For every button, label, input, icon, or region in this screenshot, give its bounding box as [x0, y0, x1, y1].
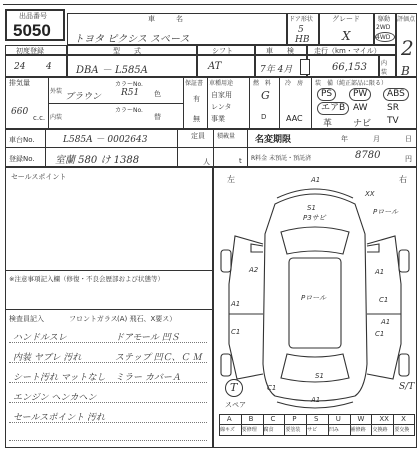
legend-hline: [219, 424, 415, 425]
auction-sheet: [3, 4, 417, 448]
specs-divider-2: [183, 77, 184, 129]
tax-month: 月: [373, 135, 380, 143]
grade-cell: [319, 13, 374, 45]
load-unit: t: [239, 157, 242, 165]
interior-value: B: [401, 64, 410, 78]
ruled-line-6: [9, 440, 207, 441]
legend-divider: [306, 414, 307, 436]
drive-cell: [374, 13, 396, 45]
drive-2wd: 2WD: [376, 24, 391, 31]
spare-mark: T: [230, 381, 238, 394]
sales-point-title: セールスポイント: [11, 173, 67, 181]
front-glass-label: フロントガラス: [69, 315, 118, 323]
legend-meaning: 要修理: [241, 427, 257, 433]
yen-unit: 円: [405, 155, 412, 163]
recycle-value: 8780: [355, 150, 381, 161]
mark-front-xx: XX: [365, 190, 375, 198]
fuel-value: G: [261, 89, 270, 102]
shift-label: シフト: [212, 47, 233, 55]
legend-code: XX: [379, 415, 389, 423]
shift-value-cell: [197, 55, 255, 77]
mark-rear-c1: C1: [267, 384, 277, 392]
interior-label: 内装: [381, 60, 388, 76]
notes-title: ※注意事項記入欄（修復・不良会歴部および状態等）: [9, 275, 164, 283]
lower-left-panel: [5, 167, 213, 448]
legend-meaning: 交換跡: [372, 427, 388, 433]
tax-title: 名変期限: [255, 135, 292, 145]
score-label: 評価点: [397, 16, 416, 23]
ac-value: AAC: [286, 114, 303, 123]
legend-divider: [284, 414, 285, 436]
mark-front-a1: A1: [311, 176, 321, 184]
spare-label: スペア: [225, 401, 246, 409]
door-cell: [287, 13, 319, 45]
legend-meaning: 要交換: [394, 427, 410, 433]
inspection-label: 車 検: [266, 47, 294, 55]
interior-cell: [379, 55, 396, 77]
mark-left-a1: A1: [231, 300, 241, 308]
drive-selected-circle: [375, 32, 395, 42]
reg-divider-3: [213, 129, 214, 167]
legend-code: B: [248, 415, 254, 423]
legend-divider: [328, 414, 329, 436]
model-label: 型 式: [113, 47, 141, 55]
inspector-title: 検査員記入: [9, 315, 44, 323]
inspector-note-right-1: ドアモール 凹Ｓ: [115, 333, 180, 343]
tax-hline: [247, 147, 417, 148]
legend-code: U: [335, 415, 341, 423]
diagram-left-label: 左: [227, 175, 235, 184]
shift-value: AT: [208, 61, 222, 72]
shift-label-cell: [197, 45, 255, 55]
tax-day: 日: [405, 135, 412, 143]
mileage-label: 走行（km・マイル）: [314, 47, 381, 55]
legend-code: P: [292, 415, 297, 423]
mark-hood-p3: P3サビ: [303, 214, 326, 222]
color-no-value: R51: [121, 88, 140, 98]
mark-left-a2: A2: [249, 266, 259, 274]
mark-right-a1b: A1: [381, 318, 391, 326]
first-reg-label: 初度登録: [16, 47, 44, 55]
legend-meaning: 腐食: [263, 427, 274, 433]
reg-hline: [5, 147, 247, 148]
spare-circle: [225, 379, 243, 397]
mileage-value-cell: [307, 55, 379, 77]
capacity-label: 定員: [191, 132, 205, 140]
notes-top-line: [5, 270, 213, 271]
usage-option-1: 自家用: [211, 91, 232, 99]
inspection-label-cell: [255, 45, 307, 55]
first-reg-value-cell: [5, 55, 67, 77]
legend-divider: [350, 414, 351, 436]
legend-code: W: [357, 415, 365, 423]
legend-divider: [241, 414, 242, 436]
displacement-value: 660: [11, 107, 29, 117]
capacity-unit: 人: [203, 158, 210, 166]
specs-divider-3: [207, 77, 208, 129]
inspector-note-1: ハンドルスレ: [13, 333, 67, 343]
glass-options: (A) 飛石、X要ス）: [117, 315, 177, 323]
mark-rear-s1: S1: [315, 372, 324, 380]
car-name-label: 車 名: [148, 15, 183, 23]
color-trim-label: カラーNo.: [115, 107, 143, 114]
mark-hood-s1: S1: [307, 204, 316, 212]
mileage-value: 66,153: [332, 62, 367, 73]
plate-label: 登録No.: [9, 155, 35, 163]
fuel-label: 燃 料: [253, 80, 272, 87]
equip-sr: SR: [387, 103, 399, 113]
grade-label: グレード: [332, 15, 360, 23]
warranty-yes: 有: [193, 95, 200, 103]
mark-left-c1: C1: [231, 328, 241, 336]
chassis-label: 車台No.: [9, 136, 35, 144]
legend-divider: [263, 414, 264, 436]
model-label-cell: [67, 45, 197, 55]
ac-label: 冷 房: [285, 80, 304, 87]
load-label: 積載量: [217, 133, 236, 140]
specs-divider-4: [249, 77, 250, 129]
specs-hline: [48, 103, 183, 104]
model-value: DBA － L585A: [76, 65, 148, 76]
legend-divider: [371, 414, 372, 436]
tax-year: 年: [341, 135, 348, 143]
warranty-no: 無: [193, 115, 200, 123]
reg-divider-2: [177, 129, 178, 167]
mark-rear-a1: A1: [311, 396, 321, 404]
mileage-box: [300, 59, 310, 75]
legend-meaning: 要塗装: [285, 427, 301, 433]
recycle-label: R料金 未預託・預託済: [251, 155, 312, 162]
legend-code: C: [270, 415, 276, 423]
lot-label: 出品番号: [19, 12, 47, 20]
warranty-label: 保証書: [185, 80, 204, 87]
specs-divider-5: [279, 77, 280, 129]
drive-label: 駆動: [378, 16, 391, 23]
door-label: ドア形状: [289, 16, 313, 23]
color-no-label: カラーNo.: [115, 81, 143, 88]
cc-unit: c.c.: [33, 114, 46, 122]
legend-meaning: 凹み: [328, 427, 339, 433]
equip-aw: AW: [353, 103, 368, 113]
mark-roof-p: Pロール: [301, 294, 327, 302]
chassis-value: L585A － 0002643: [63, 135, 148, 145]
grade-value: X: [342, 29, 351, 43]
mark-roll-s: Pロール: [373, 208, 399, 216]
mark-right-a1: A1: [375, 268, 385, 276]
legend-meaning: サビ: [307, 427, 318, 433]
car-name-value: トヨタ ピクシス スペース: [74, 34, 190, 45]
int-label: 内装: [50, 114, 63, 121]
score-value: 2: [401, 36, 414, 60]
usage-option-2: レンタ: [211, 103, 232, 111]
inspector-note-right-2: ステップ 凹Ｃ、Ｃ Ｍ: [115, 353, 202, 363]
equipment-label: 装 備（純正部品に限る）: [315, 80, 388, 87]
displacement-label: 排気量: [9, 79, 30, 87]
inspector-note-3: シート汚れ マットなし: [13, 373, 106, 383]
fuel-diesel: D: [261, 113, 267, 121]
equip-tv: TV: [387, 116, 399, 126]
body-value: HB: [295, 35, 310, 45]
usage-label: 車種用途: [209, 80, 234, 87]
lot-box: [5, 9, 65, 41]
mark-right-c1: C1: [379, 296, 389, 304]
car-outline-diagram: [215, 174, 415, 414]
change-label: 替: [154, 113, 161, 121]
reg-divider-4: [247, 129, 248, 167]
equip-navi: ナビ: [353, 119, 372, 129]
first-reg-label-cell: [5, 45, 67, 55]
inspector-note-4: エンジン ヘンカヘン: [13, 393, 97, 403]
specs-divider-6: [311, 77, 312, 129]
inspector-top-line: [5, 309, 213, 310]
lot-number: 5050: [13, 21, 51, 40]
car-name-cell: [67, 13, 287, 45]
legend-code: A: [226, 415, 232, 423]
usage-option-3: 事業: [211, 115, 225, 123]
equip-leather: 革: [323, 119, 333, 129]
equip-ps: PS: [317, 88, 336, 101]
door-value: 5: [298, 25, 304, 35]
mileage-label-cell: [307, 45, 396, 55]
side-label: S/T: [399, 382, 415, 392]
inspection-value: 7年 4月: [260, 65, 293, 75]
legend-code: S: [314, 415, 319, 423]
legend-divider: [393, 414, 394, 436]
mark-right-c1b: C1: [375, 330, 385, 338]
color-label: 色: [154, 90, 161, 98]
inspector-note-right-3: ミラー カバーＡ: [115, 373, 181, 383]
ext-color: ブラウン: [65, 92, 102, 102]
inspector-note-5: セールスポイント 汚れ: [13, 413, 106, 423]
first-reg-month: 4: [46, 62, 52, 72]
reg-divider-1: [45, 129, 46, 167]
drive-4wd: 4WD: [376, 34, 391, 41]
model-value-cell: [67, 55, 197, 77]
inspector-note-2: 内装 ヤブレ 汚れ: [13, 353, 82, 363]
equip-airbag: エアB: [317, 102, 349, 115]
ext-label: 外装: [50, 88, 63, 95]
legend-code: X: [401, 415, 406, 423]
equip-pw: PW: [349, 88, 371, 101]
plate-value: 室蘭 580 け 1388: [55, 155, 140, 166]
equip-abs: ABS: [383, 88, 409, 101]
legend-meaning: 線キズ: [220, 427, 235, 433]
diagram-right-label: 右: [399, 175, 407, 184]
legend-meaning: 補修跡: [350, 427, 366, 433]
first-reg-year: 24: [14, 62, 26, 72]
